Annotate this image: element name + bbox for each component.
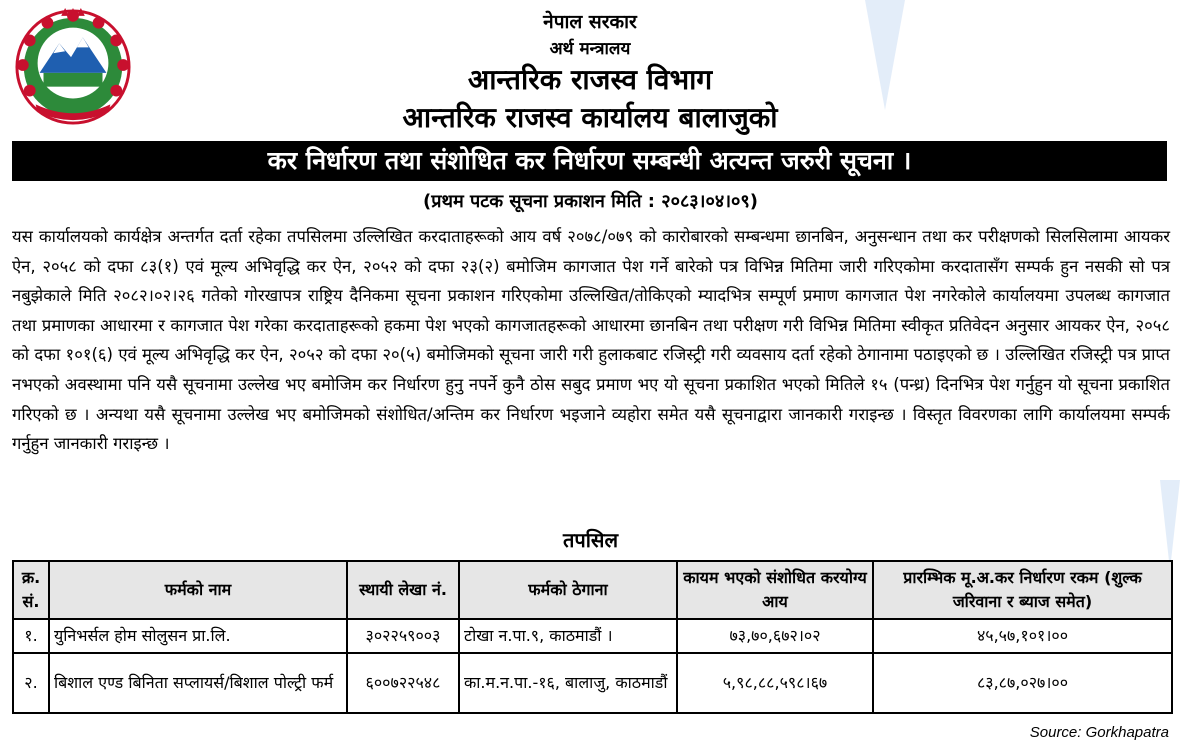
nepal-government-emblem: [14, 8, 132, 126]
cell-pan: ३०२२५९००३: [347, 619, 459, 653]
cell-address: का.म.न.पा.-१६, बालाजु, काठमाडौं: [459, 653, 677, 713]
column-header-firm-name: फर्मको नाम: [49, 561, 347, 619]
table-row: [13, 619, 1172, 653]
government-name: नेपाल सरकार: [543, 11, 637, 33]
notice-title: कर निर्धारण तथा संशोधित कर निर्धारण सम्बन्धी अत्यन्त जरुरी सूचना ।: [12, 141, 1167, 181]
taxpayer-table: [12, 560, 1173, 714]
cell-taxable-income: ७३,७०,६७२।०२: [677, 619, 873, 653]
cell-sn: २.: [13, 653, 49, 713]
notice-body: यस कार्यालयको कार्यक्षेत्र अन्तर्गत दर्ता रहेका तपसिलमा उल्लिखित करदाताहरूको आय वर्ष २०७८/०७९ को कारोबारको सम्बन्धमा छानबिन, अनुसन्धान तथा कर परीक्षणको सिलसिलामा आयकर ऐन, २०५८ को दफा ८३(१) एवं मूल्य अभिवृद्धि कर ऐन, २०५२ को दफा २३(२) बमोजिम कागजात पेश गर्ने बारेको पत्र विभिन्न मितिमा जारी गरिएकोमा करदातासँग सम्पर्क हुन नसकी सो पत्र नबुझेकाले मिति २०८२।०२।२६ गतेको गोरखापत्र राष्ट्रिय दैनिकमा सूचना प्रकाशन गरिएकोमा उल्लिखित/तोकिएको म्यादभित्र सम्पूर्ण प्रमाण कागजात पेश नगरेकोले कार्यालयमा उपलब्ध कागजात तथा प्रमाणका आधारमा र कागजात पेश गरेका करदाताहरूको हकमा पेश भएको कागजातहरूको आधारमा छानबिन तथा परीक्षण गरी विभिन्न मितिमा स्वीकृत प्रतिवेदन अनुसार आयकर ऐन, २०५८ को दफा १०१(६) एवं मूल्य अभिवृद्धि कर ऐन, २०५२ को दफा २०(५) बमोजिमको सूचना जारी गरी हुलाकबाट रजिस्ट्री गरी व्यवसाय दर्ता रहेको ठेगानामा पठाइएको छ । उल्लिखित रजिस्ट्री पत्र प्राप्त नभएको अवस्थामा पनि यसै सूचनामा उल्लेख भए बमोजिम कर निर्धारण हुनु नपर्ने कुनै ठोस सबुद प्रमाण भए यो सूचना प्रकाशित भएको मितिले १५ (पन्ध्र) दिनभित्र पेश गर्नुहुन यो सूचना प्रकाशित गरिएको छ । अन्यथा यसै सूचनामा उल्लेख भए बमोजिमको संशोधित/अन्तिम कर निर्धारण भइजाने व्यहोरा समेत यसै सूचनाद्वारा जानकारी गराइन्छ । विस्तृत विवरणका लागि कार्यालयमा सम्पर्क गर्नुहुन जानकारी गराइन्छ ।: [12, 227, 1170, 454]
office-name: आन्तरिक राजस्व कार्यालय बालाजुको: [402, 101, 778, 134]
table-header-row: [13, 561, 1172, 619]
watermark-triangle: [1160, 480, 1180, 570]
cell-vat-amount: ४५,५७,१०१।००: [873, 619, 1172, 653]
column-header-address: फर्मको ठेगाना: [459, 561, 677, 619]
column-header-taxable-income: कायम भएको संशोधित करयोग्य आय: [677, 561, 873, 619]
column-header-pan: स्थायी लेखा नं.: [347, 561, 459, 619]
column-header-vat-amount: प्रारम्भिक मू.अ.कर निर्धारण रकम (शुल्क जरिवाना र ब्याज समेत): [873, 561, 1172, 619]
publish-date: (प्रथम पटक सूचना प्रकाशन मिति : २०८३।०४।०९): [423, 191, 758, 212]
source-credit: Source: Gorkhapatra: [1029, 724, 1169, 741]
department-name: आन्तरिक राजस्व विभाग: [467, 63, 713, 96]
cell-firm-name: युनिभर्सल होम सोलुसन प्रा.लि.: [49, 619, 347, 653]
cell-firm-name: बिशाल एण्ड बिनिता सप्लायर्स/बिशाल पोल्ट्री फर्म: [49, 653, 347, 713]
cell-sn: १.: [13, 619, 49, 653]
cell-pan: ६००७२२५४८: [347, 653, 459, 713]
cell-taxable-income: ५,९८,८८,५९८।६७: [677, 653, 873, 713]
cell-vat-amount: ८३,८७,०२७।००: [873, 653, 1172, 713]
table-heading: तपसिल: [562, 528, 619, 552]
table-row: [13, 653, 1172, 713]
column-header-sn: क्र. सं.: [13, 561, 49, 619]
cell-address: टोखा न.पा.९, काठमाडौं ।: [459, 619, 677, 653]
ministry-name: अर्थ मन्त्रालय: [549, 39, 631, 59]
